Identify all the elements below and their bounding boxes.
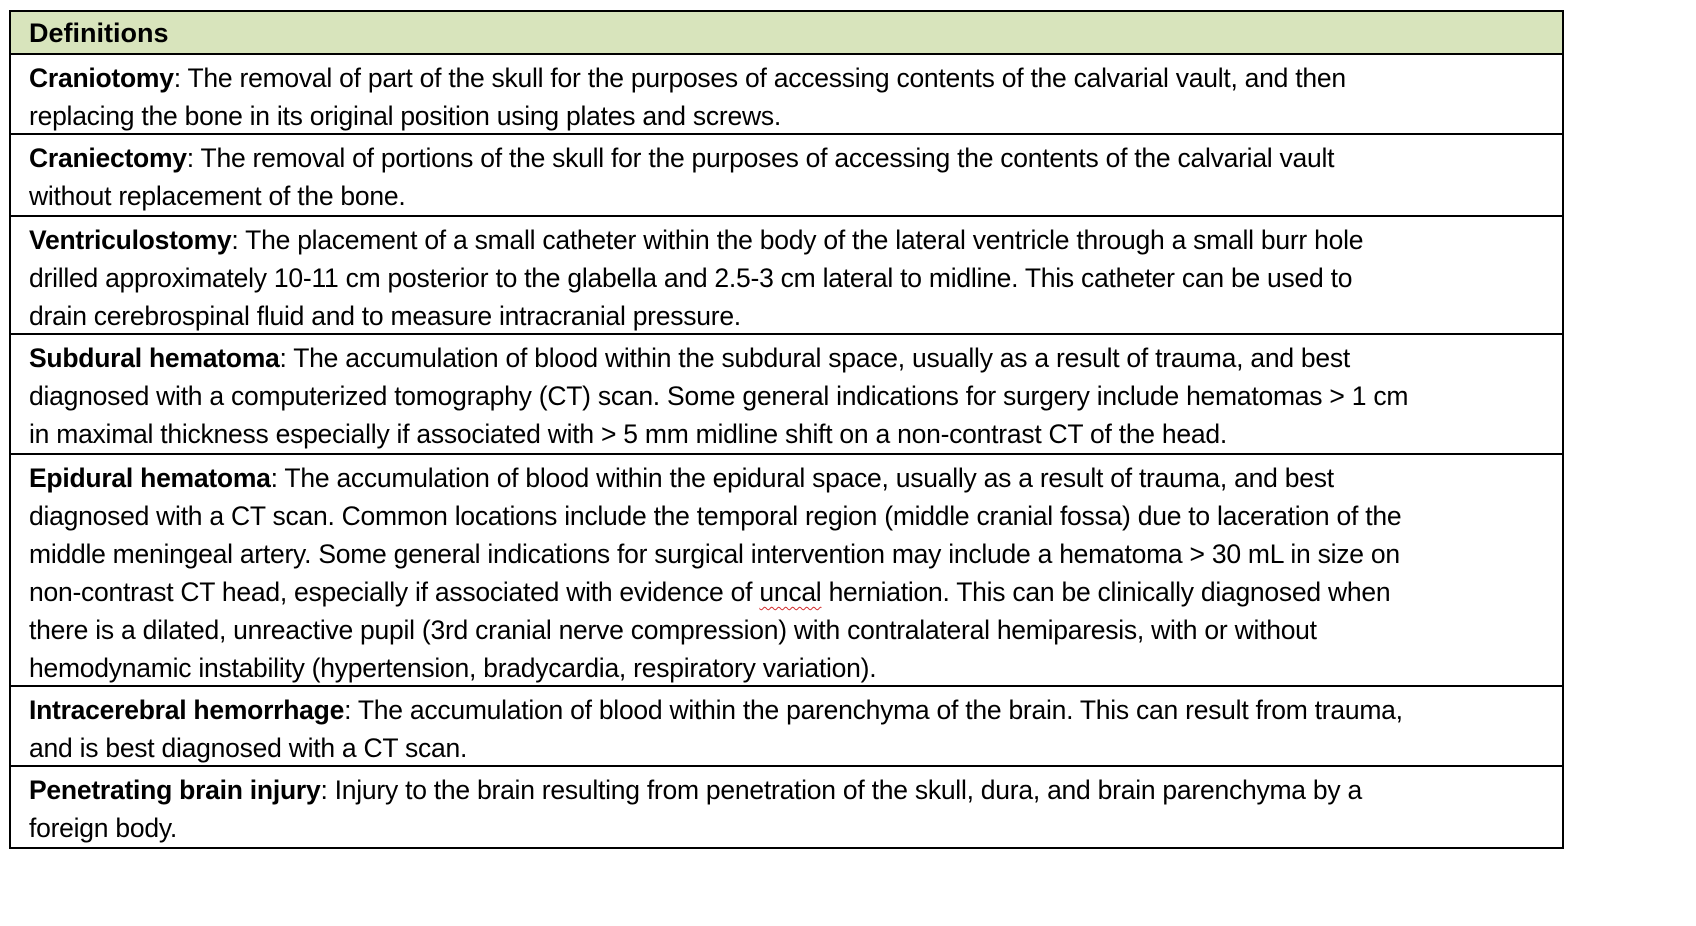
definition-line: foreign body. <box>29 813 177 843</box>
definition-text: : The accumulation of blood within the parenchyma of the brain. This can result from trauma, <box>344 695 1403 725</box>
definition-text: : The accumulation of blood within the subdural space, usually as a result of trauma, and best <box>279 343 1351 373</box>
definition-line <box>29 139 1548 177</box>
definition-term: Penetrating brain injury <box>29 775 321 805</box>
definition-row-craniotomy <box>11 55 1562 135</box>
definition-line: and is best diagnosed with a CT scan. <box>29 733 468 763</box>
definition-line: diagnosed with a computerized tomography (CT) scan. Some general indications for surgery include hematomas > 1 cm <box>29 381 1409 411</box>
definition-row-ventriculostomy <box>11 217 1562 335</box>
definition-line: without replacement of the bone. <box>29 181 406 211</box>
definition-term: Craniotomy <box>29 63 174 93</box>
definition-row-intracerebral-hemorrhage <box>11 687 1562 767</box>
definition-row-craniectomy <box>11 135 1562 217</box>
definition-text: : The placement of a small catheter within the body of the lateral ventricle through a small burr hole <box>231 225 1364 255</box>
table-header: Definitions <box>11 12 1562 55</box>
definition-line <box>29 59 1548 97</box>
definition-line: diagnosed with a CT scan. Common locations include the temporal region (middle cranial fossa) due to laceration of the <box>29 501 1402 531</box>
definition-text: : The removal of part of the skull for the purposes of accessing contents of the calvarial vault, and then <box>173 63 1346 93</box>
definition-line: there is a dilated, unreactive pupil (3rd cranial nerve compression) with contralateral hemiparesis, with or without <box>29 615 1317 645</box>
definition-line <box>29 221 1548 259</box>
definition-term: Epidural hematoma <box>29 463 271 493</box>
definition-line <box>29 573 1548 611</box>
definition-line <box>29 459 1548 497</box>
definition-line: replacing the bone in its original position using plates and screws. <box>29 101 781 131</box>
definition-text: : The removal of portions of the skull for the purposes of accessing the contents of the calvarial vault <box>186 143 1335 173</box>
definition-row-subdural-hematoma <box>11 335 1562 455</box>
definition-term: Subdural hematoma <box>29 343 280 373</box>
definition-line <box>29 691 1548 729</box>
definition-line <box>29 771 1548 809</box>
definition-line: middle meningeal artery. Some general indications for surgical intervention may include a hematoma > 30 mL in size on <box>29 539 1400 569</box>
definition-line: drain cerebrospinal fluid and to measure intracranial pressure. <box>29 301 741 331</box>
definition-row-penetrating-brain-injury <box>11 767 1562 849</box>
definition-text: : Injury to the brain resulting from penetration of the skull, dura, and brain parenchyma by a <box>320 775 1362 805</box>
definition-term: Intracerebral hemorrhage <box>29 695 345 725</box>
definition-term: Craniectomy <box>29 143 187 173</box>
definitions-table <box>9 10 1564 849</box>
definition-text: herniation. This can be clinically diagnosed when <box>821 577 1391 607</box>
spellcheck-underlined-word: uncal <box>759 577 822 607</box>
definition-row-epidural-hematoma <box>11 455 1562 687</box>
definition-text: : The accumulation of blood within the epidural space, usually as a result of trauma, and best <box>270 463 1334 493</box>
definition-line: hemodynamic instability (hypertension, bradycardia, respiratory variation). <box>29 653 877 683</box>
definition-line: in maximal thickness especially if associated with > 5 mm midline shift on a non-contrast CT of the head. <box>29 419 1227 449</box>
definition-line <box>29 339 1548 377</box>
definition-line: drilled approximately 10-11 cm posterior to the glabella and 2.5-3 cm lateral to midline. This catheter can be used to <box>29 263 1353 293</box>
definition-text: non-contrast CT head, especially if associated with evidence of <box>29 577 760 607</box>
definition-term: Ventriculostomy <box>29 225 232 255</box>
